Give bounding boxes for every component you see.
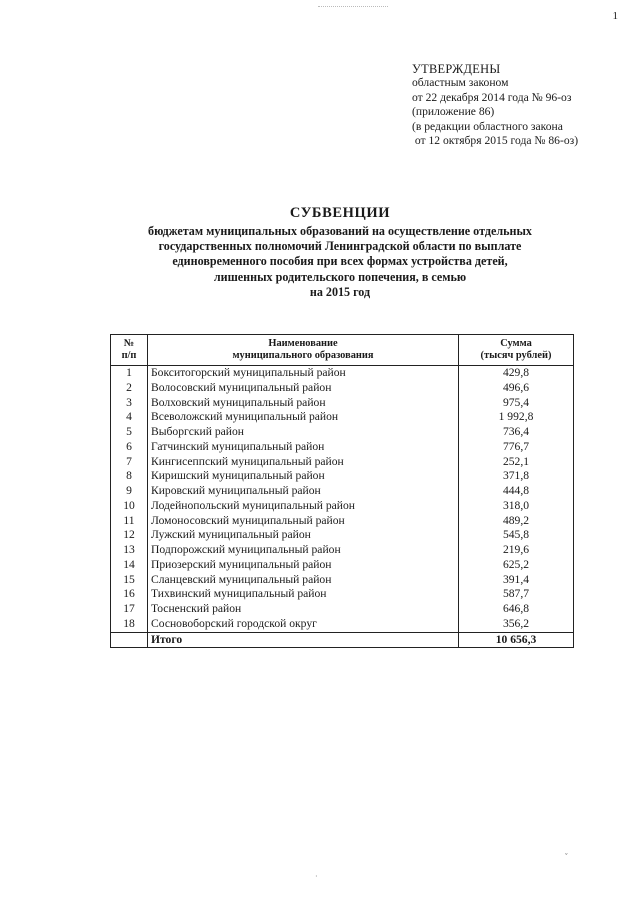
row-amount: 776,7 [459,440,574,455]
row-municipality: Кировский муниципальный район [148,484,459,499]
row-number: 17 [111,602,148,617]
table-row [111,396,574,411]
row-municipality: Волосовский муниципальный район [148,381,459,396]
row-municipality: Кингисеппский муниципальный район [148,455,459,470]
row-municipality: Лодейнопольский муниципальный район [148,499,459,514]
header-name [148,335,459,366]
row-amount: 429,8 [459,366,574,381]
row-amount: 1 992,8 [459,410,574,425]
row-amount: 496,6 [459,381,574,396]
header-number-line2: п/п [121,350,137,361]
row-amount: 219,6 [459,543,574,558]
subventions-table [110,334,574,648]
header-name-line1: Наименование [268,337,338,349]
table-row [111,528,574,543]
table-row [111,469,574,484]
title-main: СУБВЕНЦИИ [289,205,391,221]
row-amount: 736,4 [459,425,574,440]
table-row [111,425,574,440]
row-amount: 356,2 [459,617,574,632]
table-body [111,366,574,648]
row-number: 8 [111,469,148,484]
page-number: 1 [612,10,618,22]
row-municipality: Тихвинский муниципальный район [148,587,459,602]
scan-artifact: · [315,872,318,881]
table-row [111,514,574,529]
row-number: 15 [111,573,148,588]
row-amount: 975,4 [459,396,574,411]
table-row [111,381,574,396]
row-number: 6 [111,440,148,455]
table-header-row [111,335,574,366]
scan-artifact [318,6,388,7]
title-line: единовременного пособия при всех формах устройства детей, [172,254,508,269]
row-amount: 489,2 [459,514,574,529]
approval-heading: УТВЕРЖДЕНЫ [412,62,501,76]
row-number: 12 [111,528,148,543]
approval-line: (в редакции областного закона [412,119,563,133]
row-municipality: Гатчинский муниципальный район [148,440,459,455]
row-number: 16 [111,587,148,602]
row-municipality: Приозерский муниципальный район [148,558,459,573]
row-amount: 444,8 [459,484,574,499]
row-municipality: Выборгский район [148,425,459,440]
table-row [111,484,574,499]
table-row [111,558,574,573]
document-title [80,205,600,300]
table-row [111,410,574,425]
row-amount: 625,2 [459,558,574,573]
row-municipality: Лужский муниципальный район [148,528,459,543]
approval-line: (приложение 86) [412,105,495,119]
row-number: 4 [111,410,148,425]
title-line: государственных полномочий Ленинградской области по выплате [158,239,522,254]
row-amount: 252,1 [459,455,574,470]
table-row [111,499,574,514]
table-row [111,573,574,588]
row-municipality: Всеволожский муниципальный район [148,410,459,425]
row-amount: 587,7 [459,587,574,602]
header-name-line2: муниципального образования [232,350,374,361]
table-row [111,366,574,381]
header-amount-line1: Сумма [500,337,532,349]
row-amount: 646,8 [459,602,574,617]
row-municipality: Тосненский район [148,602,459,617]
table-row [111,602,574,617]
row-number: 1 [111,366,148,381]
table-row [111,543,574,558]
total-empty-cell [111,632,148,648]
approval-line: от 22 декабря 2014 года № 96-оз [412,90,572,104]
row-municipality: Ломоносовский муниципальный район [148,514,459,529]
row-municipality: Сланцевский муниципальный район [148,573,459,588]
approval-line: областным законом [412,76,509,90]
row-number: 11 [111,514,148,529]
row-number: 5 [111,425,148,440]
row-municipality: Волховский муниципальный район [148,396,459,411]
row-number: 2 [111,381,148,396]
title-line: бюджетам муниципальных образований на осуществление отдельных [148,224,532,238]
row-number: 14 [111,558,148,573]
row-municipality: Киришский муниципальный район [148,469,459,484]
row-number: 3 [111,396,148,411]
row-number: 18 [111,617,148,632]
total-label: Итого [148,632,459,648]
row-municipality: Подпорожский муниципальный район [148,543,459,558]
table-row [111,455,574,470]
row-number: 10 [111,499,148,514]
row-number: 7 [111,455,148,470]
scan-artifact: ˇ [565,852,568,861]
title-line: на 2015 год [309,284,371,299]
row-number: 9 [111,484,148,499]
row-number: 13 [111,543,148,558]
header-number [111,335,148,366]
header-amount-line2: (тысяч рублей) [480,350,552,361]
row-amount: 371,8 [459,469,574,484]
row-amount: 391,4 [459,573,574,588]
approval-block [412,62,578,148]
table-row [111,440,574,455]
header-number-line1: № [123,337,135,349]
row-municipality: Сосновоборский городской округ [148,617,459,632]
row-amount: 545,8 [459,528,574,543]
approval-line: от 12 октября 2015 года № 86-оз) [412,134,579,148]
header-amount [459,335,574,366]
row-amount: 318,0 [459,499,574,514]
table-row [111,587,574,602]
title-line: лишенных родительского попечения, в семью [213,269,467,284]
total-amount: 10 656,3 [459,632,574,648]
table-row [111,617,574,632]
total-row [111,632,574,648]
row-municipality: Бокситогорский муниципальный район [148,366,459,381]
